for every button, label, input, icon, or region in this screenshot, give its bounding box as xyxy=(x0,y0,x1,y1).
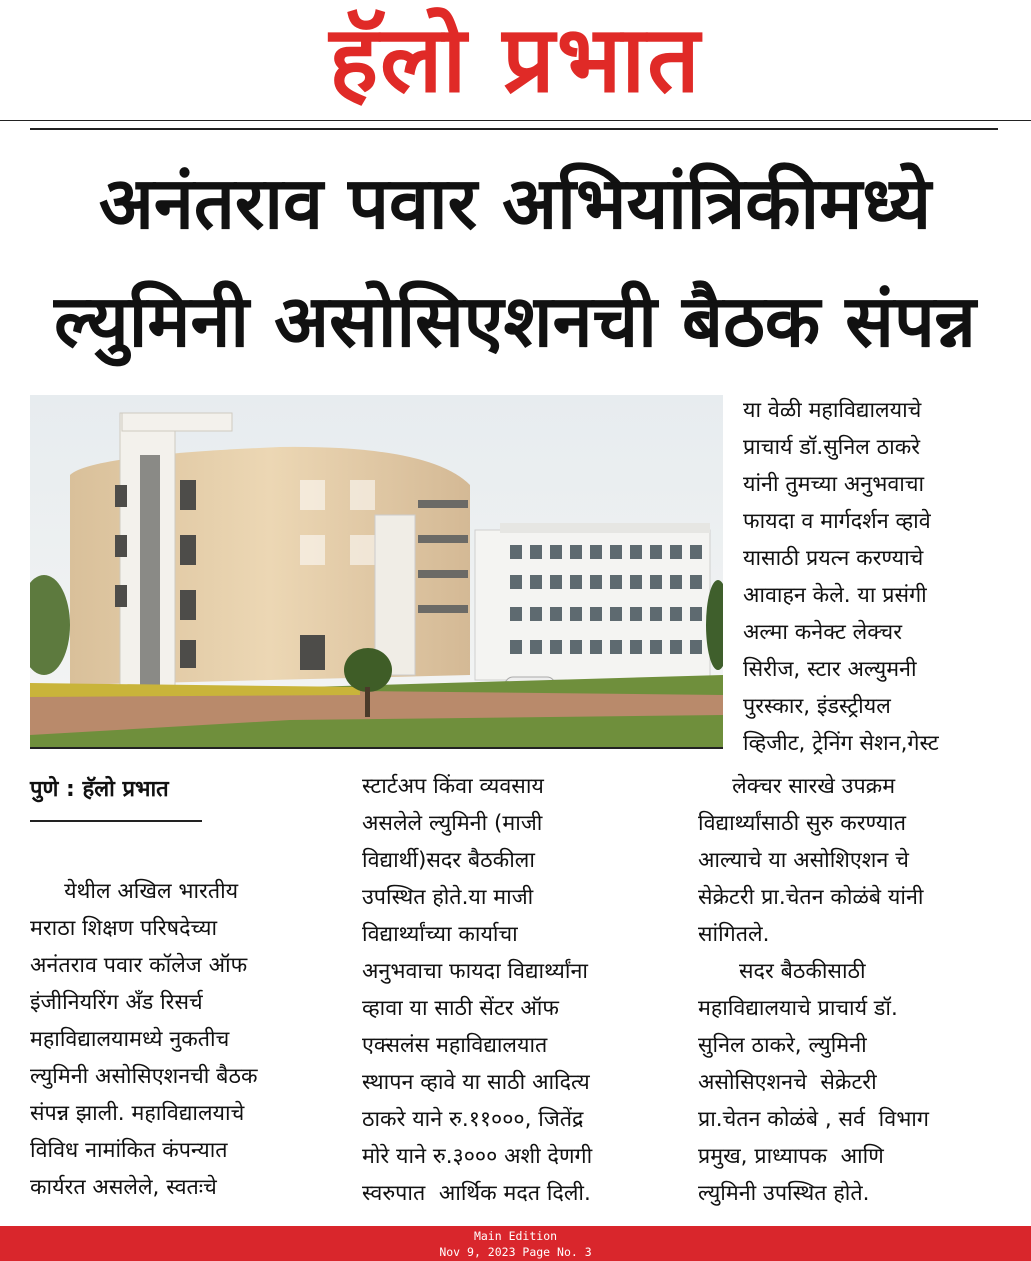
masthead xyxy=(0,0,1031,118)
text-line: फायदा व मार्गदर्शन व्हावे xyxy=(743,509,931,534)
article-column-right-top xyxy=(743,392,1013,762)
college-building-photo-icon xyxy=(30,395,723,747)
text-line: प्रमुख, प्राध्यापक आणि xyxy=(698,1144,884,1169)
date-page-label: Nov 9, 2023 Page No. 3 xyxy=(439,1245,592,1259)
text-line: स्वरुपात आर्थिक मदत दिली. xyxy=(362,1181,591,1206)
text-line: अनंतराव पवार कॉलेज ऑफ xyxy=(30,953,248,978)
text-line: अल्मा कनेक्ट लेक्चर xyxy=(743,620,902,645)
text-line: सिरीज, स्टार अल्युमनी xyxy=(743,657,917,682)
article-column-right-bottom xyxy=(698,768,1013,1212)
text-line: ठाकरे याने रु.११०००, जितेंद्र xyxy=(362,1107,584,1132)
header-divider xyxy=(0,120,1031,121)
text-line: संपन्न झाली. महाविद्यालयाचे xyxy=(30,1101,245,1126)
headline-line-1: अनंतराव पवार अभियांत्रिकीमध्ये xyxy=(98,161,932,245)
text-line: लेक्चर सारखे उपक्रम xyxy=(698,774,896,799)
text-line: ल्युमिनी उपस्थित होते. xyxy=(698,1181,870,1206)
text-line: मोरे याने रु.३००० अशी देणगी xyxy=(362,1144,593,1169)
text-line: स्टार्टअप किंवा व्यवसाय xyxy=(362,774,544,799)
dateline: पुणे : हॅलो प्रभात xyxy=(30,777,169,802)
text-line: एक्सलंस महाविद्यालयात xyxy=(362,1033,548,1058)
text-line: सदर बैठकीसाठी xyxy=(698,959,866,984)
text-line: सेक्रेटरी प्रा.चेतन कोळंबे यांनी xyxy=(698,885,924,910)
text-line: असलेले ल्युमिनी (माजी xyxy=(362,811,543,836)
college-building-photo xyxy=(30,395,723,749)
text-line: महाविद्यालयाचे प्राचार्य डॉ. xyxy=(698,996,898,1021)
newspaper-logo: हॅलो प्रभात xyxy=(329,6,702,113)
text-line: विद्यार्थ्यांच्या कार्याचा xyxy=(362,922,518,947)
headline-line-2: ल्युमिनी असोसिएशनची बैठक संपन्न xyxy=(54,279,976,363)
text-line: या वेळी महाविद्यालयाचे xyxy=(743,398,922,423)
text-line: व्हावा या साठी सेंटर ऑफ xyxy=(362,996,559,1021)
article-column-left xyxy=(30,873,330,1206)
text-line: ल्युमिनी असोसिएशनची बैठक xyxy=(30,1064,258,1089)
text-line: विविध नामांकित कंपन्यात xyxy=(30,1138,228,1163)
edition-label: Main Edition xyxy=(473,1229,558,1243)
text-line: प्रा.चेतन कोळंबे , सर्व विभाग xyxy=(698,1107,929,1132)
text-line: आवाहन केले. या प्रसंगी xyxy=(743,583,927,608)
article-column-middle xyxy=(362,768,674,1212)
text-line: कार्यरत असलेले, स्वतःचे xyxy=(30,1175,217,1200)
text-line: इंजीनियरिंग अँड रिसर्च xyxy=(30,990,203,1015)
text-line: पुरस्कार, इंडस्ट्रीयल xyxy=(743,694,891,719)
text-line: सांगितले. xyxy=(698,922,770,947)
text-line: अनुभवाचा फायदा विद्यार्थ्यांना xyxy=(362,959,588,984)
dateline-underline xyxy=(30,820,202,822)
text-line: सुनिल ठाकरे, ल्युमिनी xyxy=(698,1033,867,1058)
edition-footer xyxy=(0,1226,1031,1261)
text-line: उपस्थित होते.या माजी xyxy=(362,885,534,910)
text-line: स्थापन व्हावे या साठी आदित्य xyxy=(362,1070,590,1095)
text-line: यासाठी प्रयत्न करण्याचे xyxy=(743,546,924,571)
text-line: येथील अखिल भारतीय xyxy=(30,879,239,904)
text-line: प्राचार्य डॉ.सुनिल ठाकरे xyxy=(743,435,921,460)
text-line: मराठा शिक्षण परिषदेच्या xyxy=(30,916,218,941)
text-line: विद्यार्थ्यांसाठी सुरु करण्यात xyxy=(698,811,907,836)
header-divider-thick xyxy=(30,128,998,130)
text-line: व्हिजीट, ट्रेनिंग सेशन,गेस्ट xyxy=(743,731,939,756)
text-line: विद्यार्थी)सदर बैठकीला xyxy=(362,848,535,873)
text-line: असोसिएशनचे सेक्रेटरी xyxy=(698,1070,877,1095)
text-line: महाविद्यालयामध्ये नुकतीच xyxy=(30,1027,230,1052)
text-line: आल्याचे या असोशिएशन चे xyxy=(698,848,909,873)
text-line: यांनी तुमच्या अनुभवाचा xyxy=(743,472,925,497)
